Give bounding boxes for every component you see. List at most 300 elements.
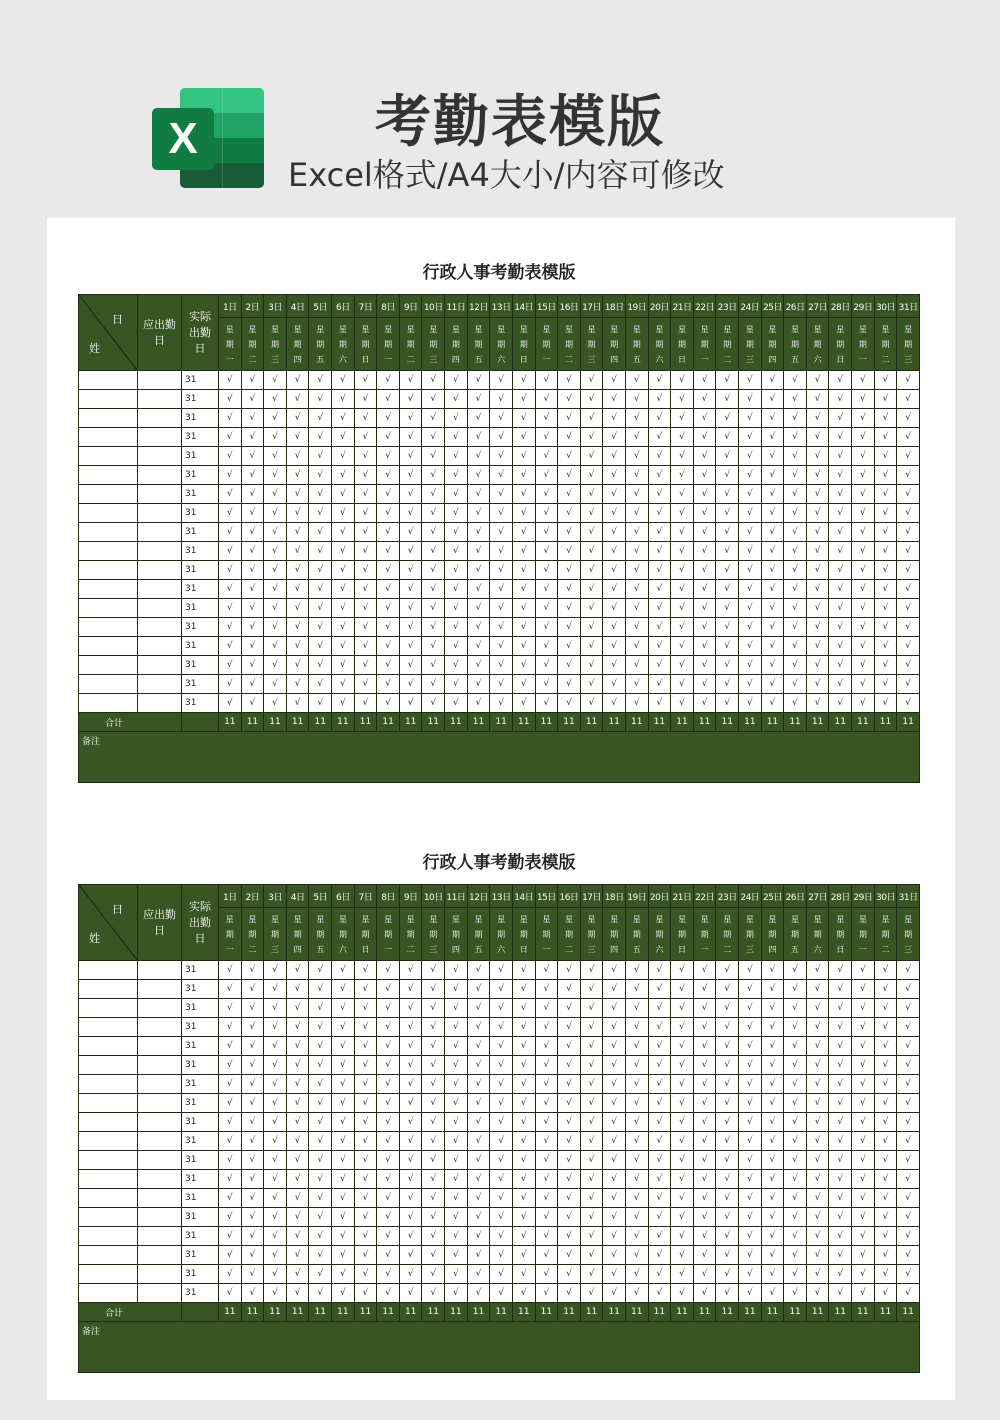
attendance-mark-cell[interactable]: √ — [761, 1094, 784, 1113]
name-cell[interactable] — [79, 1170, 138, 1189]
attendance-mark-cell[interactable]: √ — [693, 637, 716, 656]
attendance-mark-cell[interactable]: √ — [309, 1265, 332, 1284]
attendance-mark-cell[interactable]: √ — [806, 371, 829, 390]
attendance-mark-cell[interactable]: √ — [445, 1075, 468, 1094]
attendance-mark-cell[interactable]: √ — [241, 428, 264, 447]
attendance-mark-cell[interactable]: √ — [829, 409, 852, 428]
attendance-mark-cell[interactable]: √ — [829, 523, 852, 542]
name-cell[interactable] — [79, 1018, 138, 1037]
attendance-mark-cell[interactable]: √ — [693, 1189, 716, 1208]
attendance-mark-cell[interactable]: √ — [603, 1208, 626, 1227]
attendance-mark-cell[interactable]: √ — [693, 1132, 716, 1151]
name-cell[interactable] — [79, 409, 138, 428]
actual-days-cell[interactable]: 31 — [182, 1056, 219, 1075]
attendance-mark-cell[interactable]: √ — [806, 999, 829, 1018]
name-cell[interactable] — [79, 1113, 138, 1132]
attendance-mark-cell[interactable]: √ — [739, 1208, 762, 1227]
attendance-mark-cell[interactable]: √ — [558, 504, 581, 523]
attendance-mark-cell[interactable]: √ — [422, 980, 445, 999]
attendance-mark-cell[interactable]: √ — [580, 675, 603, 694]
required-days-cell[interactable] — [138, 523, 182, 542]
attendance-mark-cell[interactable]: √ — [445, 637, 468, 656]
attendance-mark-cell[interactable]: √ — [264, 999, 287, 1018]
attendance-mark-cell[interactable]: √ — [716, 637, 739, 656]
attendance-mark-cell[interactable]: √ — [693, 1113, 716, 1132]
attendance-mark-cell[interactable]: √ — [354, 523, 377, 542]
attendance-mark-cell[interactable]: √ — [874, 961, 897, 980]
attendance-mark-cell[interactable]: √ — [354, 561, 377, 580]
attendance-mark-cell[interactable]: √ — [625, 523, 648, 542]
attendance-mark-cell[interactable]: √ — [490, 618, 513, 637]
attendance-mark-cell[interactable]: √ — [716, 999, 739, 1018]
attendance-mark-cell[interactable]: √ — [761, 428, 784, 447]
attendance-mark-cell[interactable]: √ — [467, 637, 490, 656]
attendance-mark-cell[interactable]: √ — [377, 1056, 400, 1075]
attendance-mark-cell[interactable]: √ — [332, 371, 355, 390]
attendance-mark-cell[interactable]: √ — [716, 1284, 739, 1303]
attendance-mark-cell[interactable]: √ — [354, 1227, 377, 1246]
attendance-mark-cell[interactable]: √ — [580, 961, 603, 980]
attendance-mark-cell[interactable]: √ — [693, 1265, 716, 1284]
required-days-cell[interactable] — [138, 371, 182, 390]
attendance-mark-cell[interactable]: √ — [874, 980, 897, 999]
attendance-mark-cell[interactable]: √ — [558, 1170, 581, 1189]
attendance-mark-cell[interactable]: √ — [535, 1094, 558, 1113]
attendance-mark-cell[interactable]: √ — [399, 371, 422, 390]
attendance-mark-cell[interactable]: √ — [874, 1151, 897, 1170]
name-cell[interactable] — [79, 1227, 138, 1246]
attendance-mark-cell[interactable]: √ — [648, 1037, 671, 1056]
attendance-mark-cell[interactable]: √ — [399, 1227, 422, 1246]
attendance-mark-cell[interactable]: √ — [761, 409, 784, 428]
attendance-mark-cell[interactable]: √ — [716, 504, 739, 523]
attendance-mark-cell[interactable]: √ — [264, 1284, 287, 1303]
attendance-mark-cell[interactable]: √ — [354, 1208, 377, 1227]
attendance-mark-cell[interactable]: √ — [648, 637, 671, 656]
attendance-mark-cell[interactable]: √ — [445, 675, 468, 694]
attendance-mark-cell[interactable]: √ — [761, 371, 784, 390]
actual-days-cell[interactable]: 31 — [182, 599, 219, 618]
attendance-mark-cell[interactable]: √ — [512, 1208, 535, 1227]
attendance-mark-cell[interactable]: √ — [852, 580, 875, 599]
attendance-mark-cell[interactable]: √ — [241, 1208, 264, 1227]
attendance-mark-cell[interactable]: √ — [739, 1056, 762, 1075]
attendance-mark-cell[interactable]: √ — [603, 1113, 626, 1132]
attendance-mark-cell[interactable]: √ — [241, 542, 264, 561]
attendance-mark-cell[interactable]: √ — [286, 675, 309, 694]
attendance-mark-cell[interactable]: √ — [829, 1094, 852, 1113]
attendance-mark-cell[interactable]: √ — [467, 618, 490, 637]
attendance-mark-cell[interactable]: √ — [490, 656, 513, 675]
attendance-mark-cell[interactable]: √ — [445, 428, 468, 447]
attendance-mark-cell[interactable]: √ — [309, 637, 332, 656]
attendance-mark-cell[interactable]: √ — [852, 637, 875, 656]
attendance-mark-cell[interactable]: √ — [874, 1189, 897, 1208]
attendance-mark-cell[interactable]: √ — [399, 1208, 422, 1227]
attendance-mark-cell[interactable]: √ — [286, 371, 309, 390]
attendance-mark-cell[interactable]: √ — [241, 1113, 264, 1132]
attendance-mark-cell[interactable]: √ — [354, 1075, 377, 1094]
attendance-mark-cell[interactable]: √ — [739, 1151, 762, 1170]
attendance-mark-cell[interactable]: √ — [264, 1189, 287, 1208]
attendance-mark-cell[interactable]: √ — [422, 675, 445, 694]
attendance-mark-cell[interactable]: √ — [467, 485, 490, 504]
attendance-mark-cell[interactable]: √ — [625, 447, 648, 466]
attendance-mark-cell[interactable]: √ — [332, 1284, 355, 1303]
attendance-mark-cell[interactable]: √ — [874, 561, 897, 580]
attendance-mark-cell[interactable]: √ — [603, 1227, 626, 1246]
attendance-mark-cell[interactable]: √ — [264, 371, 287, 390]
attendance-mark-cell[interactable]: √ — [648, 1018, 671, 1037]
attendance-mark-cell[interactable]: √ — [671, 371, 694, 390]
attendance-mark-cell[interactable]: √ — [490, 1189, 513, 1208]
attendance-mark-cell[interactable]: √ — [286, 580, 309, 599]
attendance-mark-cell[interactable]: √ — [852, 447, 875, 466]
attendance-mark-cell[interactable]: √ — [264, 675, 287, 694]
attendance-mark-cell[interactable]: √ — [716, 1189, 739, 1208]
name-cell[interactable] — [79, 1075, 138, 1094]
attendance-mark-cell[interactable]: √ — [693, 961, 716, 980]
attendance-mark-cell[interactable]: √ — [490, 542, 513, 561]
attendance-mark-cell[interactable]: √ — [332, 1132, 355, 1151]
attendance-mark-cell[interactable]: √ — [693, 485, 716, 504]
attendance-mark-cell[interactable]: √ — [784, 1113, 807, 1132]
attendance-mark-cell[interactable]: √ — [806, 1151, 829, 1170]
attendance-mark-cell[interactable]: √ — [354, 409, 377, 428]
required-days-cell[interactable] — [138, 466, 182, 485]
attendance-mark-cell[interactable]: √ — [467, 961, 490, 980]
attendance-mark-cell[interactable]: √ — [286, 618, 309, 637]
required-days-cell[interactable] — [138, 637, 182, 656]
attendance-mark-cell[interactable]: √ — [467, 428, 490, 447]
attendance-mark-cell[interactable]: √ — [874, 1284, 897, 1303]
attendance-mark-cell[interactable]: √ — [219, 1265, 242, 1284]
attendance-mark-cell[interactable]: √ — [874, 504, 897, 523]
attendance-mark-cell[interactable]: √ — [603, 980, 626, 999]
attendance-mark-cell[interactable]: √ — [309, 447, 332, 466]
attendance-mark-cell[interactable]: √ — [490, 1284, 513, 1303]
attendance-mark-cell[interactable]: √ — [264, 656, 287, 675]
attendance-mark-cell[interactable]: √ — [422, 561, 445, 580]
attendance-mark-cell[interactable]: √ — [535, 694, 558, 713]
attendance-mark-cell[interactable]: √ — [603, 1018, 626, 1037]
attendance-mark-cell[interactable]: √ — [648, 466, 671, 485]
attendance-mark-cell[interactable]: √ — [897, 1113, 920, 1132]
attendance-mark-cell[interactable]: √ — [445, 1132, 468, 1151]
attendance-mark-cell[interactable]: √ — [377, 409, 400, 428]
attendance-mark-cell[interactable]: √ — [716, 1018, 739, 1037]
attendance-mark-cell[interactable]: √ — [852, 999, 875, 1018]
attendance-mark-cell[interactable]: √ — [739, 1075, 762, 1094]
attendance-mark-cell[interactable]: √ — [648, 694, 671, 713]
attendance-mark-cell[interactable]: √ — [445, 694, 468, 713]
attendance-mark-cell[interactable]: √ — [558, 980, 581, 999]
actual-days-cell[interactable]: 31 — [182, 1265, 219, 1284]
attendance-mark-cell[interactable]: √ — [806, 1094, 829, 1113]
attendance-mark-cell[interactable]: √ — [422, 1094, 445, 1113]
attendance-mark-cell[interactable]: √ — [558, 542, 581, 561]
attendance-mark-cell[interactable]: √ — [648, 485, 671, 504]
attendance-mark-cell[interactable]: √ — [625, 390, 648, 409]
attendance-mark-cell[interactable]: √ — [784, 1132, 807, 1151]
attendance-mark-cell[interactable]: √ — [467, 980, 490, 999]
attendance-mark-cell[interactable]: √ — [286, 1094, 309, 1113]
attendance-mark-cell[interactable]: √ — [241, 371, 264, 390]
required-days-cell[interactable] — [138, 561, 182, 580]
attendance-mark-cell[interactable]: √ — [467, 561, 490, 580]
attendance-mark-cell[interactable]: √ — [829, 1018, 852, 1037]
attendance-mark-cell[interactable]: √ — [309, 485, 332, 504]
attendance-mark-cell[interactable]: √ — [309, 1037, 332, 1056]
attendance-mark-cell[interactable]: √ — [693, 999, 716, 1018]
attendance-mark-cell[interactable]: √ — [264, 1208, 287, 1227]
attendance-mark-cell[interactable]: √ — [377, 1075, 400, 1094]
attendance-mark-cell[interactable]: √ — [625, 466, 648, 485]
attendance-mark-cell[interactable]: √ — [580, 390, 603, 409]
attendance-mark-cell[interactable]: √ — [693, 1094, 716, 1113]
actual-days-cell[interactable]: 31 — [182, 637, 219, 656]
attendance-mark-cell[interactable]: √ — [354, 637, 377, 656]
attendance-mark-cell[interactable]: √ — [897, 1170, 920, 1189]
attendance-mark-cell[interactable]: √ — [558, 580, 581, 599]
attendance-mark-cell[interactable]: √ — [467, 580, 490, 599]
attendance-mark-cell[interactable]: √ — [309, 409, 332, 428]
attendance-mark-cell[interactable]: √ — [512, 580, 535, 599]
attendance-mark-cell[interactable]: √ — [286, 1132, 309, 1151]
name-cell[interactable] — [79, 466, 138, 485]
attendance-mark-cell[interactable]: √ — [219, 428, 242, 447]
attendance-mark-cell[interactable]: √ — [512, 637, 535, 656]
attendance-mark-cell[interactable]: √ — [558, 637, 581, 656]
actual-days-cell[interactable]: 31 — [182, 1018, 219, 1037]
attendance-mark-cell[interactable]: √ — [332, 485, 355, 504]
required-days-cell[interactable] — [138, 580, 182, 599]
attendance-mark-cell[interactable]: √ — [286, 1227, 309, 1246]
attendance-mark-cell[interactable]: √ — [354, 656, 377, 675]
attendance-mark-cell[interactable]: √ — [399, 980, 422, 999]
attendance-mark-cell[interactable]: √ — [399, 523, 422, 542]
attendance-mark-cell[interactable]: √ — [603, 1189, 626, 1208]
attendance-mark-cell[interactable]: √ — [354, 1037, 377, 1056]
attendance-mark-cell[interactable]: √ — [558, 1189, 581, 1208]
attendance-mark-cell[interactable]: √ — [580, 1132, 603, 1151]
name-cell[interactable] — [79, 447, 138, 466]
attendance-mark-cell[interactable]: √ — [603, 523, 626, 542]
attendance-mark-cell[interactable]: √ — [467, 1189, 490, 1208]
attendance-mark-cell[interactable]: √ — [512, 1265, 535, 1284]
attendance-mark-cell[interactable]: √ — [264, 428, 287, 447]
name-cell[interactable] — [79, 580, 138, 599]
attendance-mark-cell[interactable]: √ — [241, 1265, 264, 1284]
attendance-mark-cell[interactable]: √ — [558, 1151, 581, 1170]
attendance-mark-cell[interactable]: √ — [784, 1284, 807, 1303]
attendance-mark-cell[interactable]: √ — [399, 1284, 422, 1303]
attendance-mark-cell[interactable]: √ — [490, 999, 513, 1018]
attendance-mark-cell[interactable]: √ — [490, 447, 513, 466]
attendance-mark-cell[interactable]: √ — [874, 580, 897, 599]
attendance-mark-cell[interactable]: √ — [716, 1208, 739, 1227]
attendance-mark-cell[interactable]: √ — [286, 1151, 309, 1170]
attendance-mark-cell[interactable]: √ — [445, 523, 468, 542]
attendance-mark-cell[interactable]: √ — [897, 599, 920, 618]
attendance-mark-cell[interactable]: √ — [784, 980, 807, 999]
attendance-mark-cell[interactable]: √ — [761, 1265, 784, 1284]
attendance-mark-cell[interactable]: √ — [671, 504, 694, 523]
attendance-mark-cell[interactable]: √ — [625, 961, 648, 980]
attendance-mark-cell[interactable]: √ — [671, 1151, 694, 1170]
attendance-mark-cell[interactable]: √ — [716, 523, 739, 542]
attendance-mark-cell[interactable]: √ — [784, 561, 807, 580]
attendance-mark-cell[interactable]: √ — [806, 980, 829, 999]
actual-days-cell[interactable]: 31 — [182, 999, 219, 1018]
attendance-mark-cell[interactable]: √ — [377, 1227, 400, 1246]
attendance-mark-cell[interactable]: √ — [445, 1037, 468, 1056]
attendance-mark-cell[interactable]: √ — [309, 1056, 332, 1075]
attendance-mark-cell[interactable]: √ — [490, 675, 513, 694]
attendance-mark-cell[interactable]: √ — [603, 504, 626, 523]
attendance-mark-cell[interactable]: √ — [806, 504, 829, 523]
attendance-mark-cell[interactable]: √ — [739, 523, 762, 542]
attendance-mark-cell[interactable]: √ — [829, 447, 852, 466]
attendance-mark-cell[interactable]: √ — [467, 409, 490, 428]
attendance-mark-cell[interactable]: √ — [490, 1208, 513, 1227]
attendance-mark-cell[interactable]: √ — [512, 466, 535, 485]
attendance-mark-cell[interactable]: √ — [693, 1056, 716, 1075]
attendance-mark-cell[interactable]: √ — [445, 504, 468, 523]
attendance-mark-cell[interactable]: √ — [693, 980, 716, 999]
attendance-mark-cell[interactable]: √ — [309, 580, 332, 599]
attendance-mark-cell[interactable]: √ — [625, 580, 648, 599]
attendance-mark-cell[interactable]: √ — [490, 466, 513, 485]
attendance-mark-cell[interactable]: √ — [874, 999, 897, 1018]
attendance-mark-cell[interactable]: √ — [286, 1265, 309, 1284]
attendance-mark-cell[interactable]: √ — [309, 1208, 332, 1227]
attendance-mark-cell[interactable]: √ — [558, 428, 581, 447]
attendance-mark-cell[interactable]: √ — [874, 1132, 897, 1151]
attendance-mark-cell[interactable]: √ — [241, 504, 264, 523]
attendance-mark-cell[interactable]: √ — [716, 561, 739, 580]
attendance-mark-cell[interactable]: √ — [490, 561, 513, 580]
attendance-mark-cell[interactable]: √ — [874, 390, 897, 409]
attendance-mark-cell[interactable]: √ — [716, 580, 739, 599]
attendance-mark-cell[interactable]: √ — [399, 1132, 422, 1151]
required-days-cell[interactable] — [138, 1018, 182, 1037]
attendance-mark-cell[interactable]: √ — [558, 618, 581, 637]
actual-days-cell[interactable]: 31 — [182, 1094, 219, 1113]
attendance-mark-cell[interactable]: √ — [580, 1227, 603, 1246]
attendance-mark-cell[interactable]: √ — [241, 1056, 264, 1075]
attendance-mark-cell[interactable]: √ — [377, 1170, 400, 1189]
attendance-mark-cell[interactable]: √ — [603, 1037, 626, 1056]
attendance-mark-cell[interactable]: √ — [761, 1170, 784, 1189]
attendance-mark-cell[interactable]: √ — [422, 371, 445, 390]
attendance-mark-cell[interactable]: √ — [761, 1246, 784, 1265]
attendance-mark-cell[interactable]: √ — [806, 466, 829, 485]
required-days-cell[interactable] — [138, 656, 182, 675]
remark-label[interactable]: 备注 — [79, 732, 920, 783]
attendance-mark-cell[interactable]: √ — [580, 409, 603, 428]
attendance-mark-cell[interactable]: √ — [309, 1151, 332, 1170]
attendance-mark-cell[interactable]: √ — [445, 599, 468, 618]
attendance-mark-cell[interactable]: √ — [332, 447, 355, 466]
attendance-mark-cell[interactable]: √ — [309, 599, 332, 618]
attendance-mark-cell[interactable]: √ — [874, 542, 897, 561]
attendance-mark-cell[interactable]: √ — [829, 637, 852, 656]
required-days-cell[interactable] — [138, 428, 182, 447]
attendance-mark-cell[interactable]: √ — [580, 618, 603, 637]
attendance-mark-cell[interactable]: √ — [648, 1189, 671, 1208]
attendance-mark-cell[interactable]: √ — [897, 371, 920, 390]
attendance-mark-cell[interactable]: √ — [535, 409, 558, 428]
attendance-mark-cell[interactable]: √ — [422, 1208, 445, 1227]
attendance-mark-cell[interactable]: √ — [377, 1094, 400, 1113]
attendance-mark-cell[interactable]: √ — [603, 447, 626, 466]
attendance-mark-cell[interactable]: √ — [354, 1018, 377, 1037]
attendance-mark-cell[interactable]: √ — [784, 1018, 807, 1037]
attendance-mark-cell[interactable]: √ — [739, 371, 762, 390]
attendance-mark-cell[interactable]: √ — [490, 428, 513, 447]
attendance-mark-cell[interactable]: √ — [377, 428, 400, 447]
attendance-mark-cell[interactable]: √ — [422, 580, 445, 599]
attendance-mark-cell[interactable]: √ — [784, 1246, 807, 1265]
attendance-mark-cell[interactable]: √ — [671, 599, 694, 618]
attendance-mark-cell[interactable]: √ — [829, 1265, 852, 1284]
attendance-mark-cell[interactable]: √ — [490, 409, 513, 428]
attendance-mark-cell[interactable]: √ — [535, 599, 558, 618]
attendance-mark-cell[interactable]: √ — [671, 1037, 694, 1056]
attendance-mark-cell[interactable]: √ — [806, 485, 829, 504]
attendance-mark-cell[interactable]: √ — [354, 1094, 377, 1113]
required-days-cell[interactable] — [138, 1246, 182, 1265]
attendance-mark-cell[interactable]: √ — [467, 694, 490, 713]
attendance-mark-cell[interactable]: √ — [648, 961, 671, 980]
attendance-mark-cell[interactable]: √ — [693, 1075, 716, 1094]
attendance-mark-cell[interactable]: √ — [354, 675, 377, 694]
attendance-mark-cell[interactable]: √ — [580, 637, 603, 656]
attendance-mark-cell[interactable]: √ — [535, 371, 558, 390]
actual-days-cell[interactable]: 31 — [182, 675, 219, 694]
attendance-mark-cell[interactable]: √ — [603, 466, 626, 485]
attendance-mark-cell[interactable]: √ — [286, 694, 309, 713]
attendance-mark-cell[interactable]: √ — [467, 1132, 490, 1151]
attendance-mark-cell[interactable]: √ — [354, 1246, 377, 1265]
attendance-mark-cell[interactable]: √ — [648, 1265, 671, 1284]
attendance-mark-cell[interactable]: √ — [512, 1094, 535, 1113]
attendance-mark-cell[interactable]: √ — [829, 1189, 852, 1208]
attendance-mark-cell[interactable]: √ — [558, 1208, 581, 1227]
attendance-mark-cell[interactable]: √ — [264, 1018, 287, 1037]
attendance-mark-cell[interactable]: √ — [784, 1037, 807, 1056]
attendance-mark-cell[interactable]: √ — [897, 961, 920, 980]
attendance-mark-cell[interactable]: √ — [897, 504, 920, 523]
attendance-mark-cell[interactable]: √ — [377, 1208, 400, 1227]
attendance-mark-cell[interactable]: √ — [693, 447, 716, 466]
attendance-mark-cell[interactable]: √ — [467, 447, 490, 466]
attendance-mark-cell[interactable]: √ — [829, 580, 852, 599]
attendance-mark-cell[interactable]: √ — [422, 1265, 445, 1284]
actual-days-cell[interactable]: 31 — [182, 1170, 219, 1189]
attendance-mark-cell[interactable]: √ — [648, 656, 671, 675]
attendance-mark-cell[interactable]: √ — [286, 523, 309, 542]
attendance-mark-cell[interactable]: √ — [671, 694, 694, 713]
attendance-mark-cell[interactable]: √ — [535, 1018, 558, 1037]
attendance-mark-cell[interactable]: √ — [399, 580, 422, 599]
attendance-mark-cell[interactable]: √ — [829, 694, 852, 713]
attendance-mark-cell[interactable]: √ — [309, 371, 332, 390]
attendance-mark-cell[interactable]: √ — [874, 1113, 897, 1132]
attendance-mark-cell[interactable]: √ — [354, 1284, 377, 1303]
attendance-mark-cell[interactable]: √ — [490, 371, 513, 390]
